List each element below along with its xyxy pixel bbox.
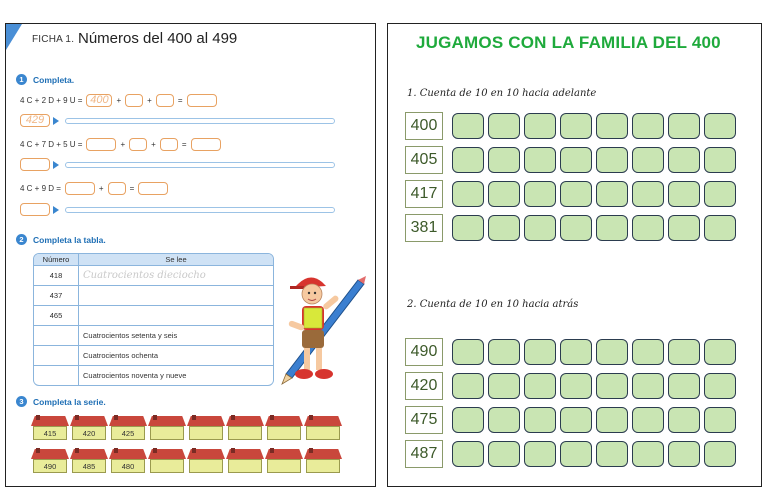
boy-with-pencil-illustration bbox=[276, 270, 368, 386]
section-label: Completa la tabla. bbox=[33, 234, 106, 245]
answer-cell[interactable] bbox=[596, 441, 628, 467]
answer-cell[interactable] bbox=[488, 215, 520, 241]
house-series-2 bbox=[31, 449, 342, 473]
answer-cell[interactable] bbox=[560, 441, 592, 467]
answer-cell[interactable] bbox=[560, 373, 592, 399]
answer-cell[interactable] bbox=[596, 181, 628, 207]
answer-cell[interactable] bbox=[452, 407, 484, 433]
count-row bbox=[405, 214, 736, 242]
start-number: 487 bbox=[405, 440, 443, 468]
series-box[interactable]: 480 bbox=[111, 459, 145, 473]
series-box[interactable]: 415 bbox=[33, 426, 67, 440]
count-row bbox=[405, 372, 736, 400]
house-icon bbox=[148, 449, 186, 473]
table-cell-reading[interactable]: Cuatrocientos dieciocho bbox=[83, 270, 206, 281]
answer-cell[interactable] bbox=[524, 373, 556, 399]
answer-cell[interactable] bbox=[524, 339, 556, 365]
equals-sign: = bbox=[129, 184, 135, 193]
answer-cell[interactable] bbox=[488, 181, 520, 207]
answer-cell[interactable] bbox=[524, 441, 556, 467]
answer-cell[interactable] bbox=[704, 407, 736, 433]
answer-row-1 bbox=[20, 114, 335, 127]
answer-cell[interactable] bbox=[524, 215, 556, 241]
section-2-heading bbox=[16, 234, 106, 245]
section-number-badge: 1 bbox=[16, 74, 27, 85]
answer-cell[interactable] bbox=[488, 113, 520, 139]
answer-box[interactable] bbox=[125, 94, 143, 107]
table-row bbox=[34, 345, 273, 365]
series-box[interactable] bbox=[150, 459, 184, 473]
start-number: 490 bbox=[405, 338, 443, 366]
plus-sign: + bbox=[151, 140, 156, 149]
table-cell-reading[interactable]: Cuatrocientos ochenta bbox=[83, 351, 159, 360]
house-series-1 bbox=[31, 416, 342, 440]
series-box[interactable]: 425 bbox=[111, 426, 145, 440]
plus-sign: + bbox=[116, 96, 122, 105]
start-number: 381 bbox=[405, 214, 443, 242]
house-icon bbox=[70, 416, 108, 440]
series-box[interactable] bbox=[267, 459, 301, 473]
table-cell-number[interactable] bbox=[34, 326, 79, 345]
table-cell-number[interactable] bbox=[34, 366, 79, 385]
answer-cell[interactable] bbox=[452, 373, 484, 399]
plus-sign: + bbox=[147, 96, 152, 105]
answer-cell[interactable] bbox=[704, 441, 736, 467]
equation-1 bbox=[20, 94, 217, 107]
series-box[interactable] bbox=[306, 426, 340, 440]
equation-expression: 4 C + 9 D = bbox=[20, 184, 61, 193]
equation-expression: 4 C + 2 D + 9 U = bbox=[20, 96, 83, 105]
arrow-right-icon bbox=[53, 117, 59, 125]
answer-box[interactable] bbox=[156, 94, 174, 107]
answer-cell[interactable] bbox=[704, 181, 736, 207]
table-cell-reading[interactable]: Cuatrocientos noventa y nueve bbox=[83, 371, 187, 380]
answer-cell[interactable] bbox=[704, 215, 736, 241]
count-forward-grid bbox=[405, 112, 736, 248]
ficha-label: FICHA 1. bbox=[32, 34, 75, 45]
table-cell-reading[interactable] bbox=[79, 306, 273, 325]
house-icon bbox=[187, 416, 225, 440]
house-icon bbox=[187, 449, 225, 473]
answer-cell[interactable] bbox=[452, 339, 484, 365]
answer-box[interactable]: 400 bbox=[86, 94, 112, 107]
pencil-icon bbox=[282, 276, 366, 384]
instruction-backward: 2. Cuenta de 10 en 10 hacia atrás bbox=[407, 299, 579, 310]
answer-cell[interactable] bbox=[632, 113, 664, 139]
answer-box[interactable] bbox=[108, 182, 126, 195]
answer-box[interactable] bbox=[129, 138, 147, 151]
table-header-row bbox=[34, 254, 273, 265]
start-number: 405 bbox=[405, 146, 443, 174]
answer-box[interactable]: 429 bbox=[20, 114, 50, 127]
answer-cell[interactable] bbox=[632, 215, 664, 241]
answer-box[interactable] bbox=[20, 158, 50, 171]
section-1-heading bbox=[16, 74, 74, 85]
answer-cell[interactable] bbox=[452, 215, 484, 241]
answer-cell[interactable] bbox=[668, 407, 700, 433]
series-box[interactable] bbox=[150, 426, 184, 440]
answer-box[interactable] bbox=[187, 94, 217, 107]
answer-cell[interactable] bbox=[524, 181, 556, 207]
answer-cell[interactable] bbox=[524, 147, 556, 173]
answer-box[interactable] bbox=[138, 182, 168, 195]
series-box[interactable]: 485 bbox=[72, 459, 106, 473]
answer-box[interactable] bbox=[65, 182, 95, 195]
section-label: Completa la serie. bbox=[33, 396, 106, 407]
answer-cell[interactable] bbox=[704, 373, 736, 399]
house-icon bbox=[109, 416, 147, 440]
answer-cell[interactable] bbox=[524, 113, 556, 139]
equation-3 bbox=[20, 182, 168, 195]
answer-cell[interactable] bbox=[560, 407, 592, 433]
house-icon bbox=[226, 449, 264, 473]
answer-cell[interactable] bbox=[632, 147, 664, 173]
section-number-badge: 2 bbox=[16, 234, 27, 245]
answer-cell[interactable] bbox=[668, 441, 700, 467]
house-icon bbox=[304, 449, 342, 473]
answer-cell[interactable] bbox=[452, 441, 484, 467]
equals-sign: = bbox=[177, 96, 183, 105]
arrow-right-icon bbox=[53, 206, 59, 214]
answer-cell[interactable] bbox=[668, 113, 700, 139]
answer-cell[interactable] bbox=[560, 113, 592, 139]
count-row bbox=[405, 112, 736, 140]
answer-cell[interactable] bbox=[452, 113, 484, 139]
equation-expression: 4 C + 7 D + 5 U = bbox=[20, 140, 83, 149]
answer-cell[interactable] bbox=[668, 181, 700, 207]
series-box[interactable] bbox=[267, 426, 301, 440]
answer-cell[interactable] bbox=[596, 339, 628, 365]
answer-cell[interactable] bbox=[668, 147, 700, 173]
arrow-right-icon bbox=[53, 161, 59, 169]
answer-cell[interactable] bbox=[596, 147, 628, 173]
answer-cell[interactable] bbox=[452, 147, 484, 173]
answer-cell[interactable] bbox=[596, 215, 628, 241]
answer-cell[interactable] bbox=[632, 441, 664, 467]
write-line[interactable] bbox=[65, 118, 335, 124]
series-box[interactable]: 420 bbox=[72, 426, 106, 440]
answer-cell[interactable] bbox=[560, 147, 592, 173]
table-cell-reading[interactable] bbox=[79, 286, 273, 305]
answer-cell[interactable] bbox=[704, 147, 736, 173]
number-table bbox=[33, 253, 274, 386]
answer-cell[interactable] bbox=[488, 407, 520, 433]
house-icon bbox=[70, 449, 108, 473]
column-header-reading: Se lee bbox=[165, 255, 187, 264]
count-row bbox=[405, 406, 736, 434]
answer-cell[interactable] bbox=[452, 181, 484, 207]
table-row bbox=[34, 305, 273, 325]
count-row bbox=[405, 440, 736, 468]
worksheet-title: JUGAMOS CON LA FAMILIA DEL 400 bbox=[416, 33, 721, 52]
table-row bbox=[34, 285, 273, 305]
worksheet-ficha-1 bbox=[5, 23, 376, 487]
series-box[interactable] bbox=[306, 459, 340, 473]
answer-cell[interactable] bbox=[488, 339, 520, 365]
answer-cell[interactable] bbox=[596, 407, 628, 433]
series-box[interactable] bbox=[228, 459, 262, 473]
worksheet-title: Números del 400 al 499 bbox=[78, 30, 238, 47]
answer-box[interactable] bbox=[160, 138, 178, 151]
answer-cell[interactable] bbox=[632, 181, 664, 207]
table-row bbox=[34, 365, 273, 385]
series-box[interactable] bbox=[189, 426, 223, 440]
count-row bbox=[405, 180, 736, 208]
answer-cell[interactable] bbox=[488, 441, 520, 467]
section-number-badge: 3 bbox=[16, 396, 27, 407]
section-3-heading bbox=[16, 396, 106, 407]
equation-2 bbox=[20, 138, 221, 151]
answer-cell[interactable] bbox=[704, 113, 736, 139]
table-cell-number[interactable] bbox=[34, 346, 79, 365]
section-label: Completa. bbox=[33, 74, 75, 85]
corner-decoration bbox=[6, 24, 22, 50]
house-icon bbox=[148, 416, 186, 440]
plus-sign: + bbox=[98, 184, 104, 193]
series-box[interactable] bbox=[189, 459, 223, 473]
answer-cell[interactable] bbox=[596, 373, 628, 399]
house-icon bbox=[304, 416, 342, 440]
table-row bbox=[34, 265, 273, 285]
table-row bbox=[34, 325, 273, 345]
answer-row-3 bbox=[20, 203, 335, 216]
answer-cell[interactable] bbox=[632, 407, 664, 433]
answer-cell[interactable] bbox=[596, 113, 628, 139]
column-header-number: Número bbox=[34, 254, 79, 265]
answer-row-2 bbox=[20, 158, 335, 171]
count-backward-grid bbox=[405, 338, 736, 474]
answer-box[interactable] bbox=[20, 203, 50, 216]
worksheet-familia-400 bbox=[387, 23, 762, 487]
start-number: 420 bbox=[405, 372, 443, 400]
start-number: 417 bbox=[405, 180, 443, 208]
table-cell-number[interactable]: 418 bbox=[34, 266, 79, 285]
plus-sign: + bbox=[120, 140, 126, 149]
table-cell-number[interactable]: 437 bbox=[34, 286, 79, 305]
answer-box[interactable] bbox=[86, 138, 116, 151]
house-icon bbox=[265, 449, 303, 473]
answer-cell[interactable] bbox=[632, 373, 664, 399]
answer-cell[interactable] bbox=[668, 373, 700, 399]
answer-cell[interactable] bbox=[488, 373, 520, 399]
house-icon bbox=[31, 416, 69, 440]
house-icon bbox=[31, 449, 69, 473]
series-box[interactable] bbox=[228, 426, 262, 440]
house-icon bbox=[226, 416, 264, 440]
house-icon bbox=[109, 449, 147, 473]
series-box[interactable]: 490 bbox=[33, 459, 67, 473]
answer-cell[interactable] bbox=[704, 339, 736, 365]
answer-cell[interactable] bbox=[632, 339, 664, 365]
start-number: 400 bbox=[405, 112, 443, 140]
answer-cell[interactable] bbox=[668, 339, 700, 365]
count-row bbox=[405, 146, 736, 174]
write-line[interactable] bbox=[65, 207, 335, 213]
table-cell-reading[interactable]: Cuatrocientos setenta y seis bbox=[83, 331, 178, 340]
write-line[interactable] bbox=[65, 162, 335, 168]
answer-cell[interactable] bbox=[560, 339, 592, 365]
answer-box[interactable] bbox=[191, 138, 221, 151]
count-row bbox=[405, 338, 736, 366]
house-icon bbox=[265, 416, 303, 440]
answer-cell[interactable] bbox=[524, 407, 556, 433]
instruction-forward: 1. Cuenta de 10 en 10 hacia adelante bbox=[407, 88, 597, 99]
answer-cell[interactable] bbox=[560, 181, 592, 207]
answer-cell[interactable] bbox=[488, 147, 520, 173]
table-cell-number[interactable]: 465 bbox=[34, 306, 79, 325]
equals-sign: = bbox=[181, 140, 187, 149]
start-number: 475 bbox=[405, 406, 443, 434]
answer-cell[interactable] bbox=[668, 215, 700, 241]
answer-cell[interactable] bbox=[560, 215, 592, 241]
